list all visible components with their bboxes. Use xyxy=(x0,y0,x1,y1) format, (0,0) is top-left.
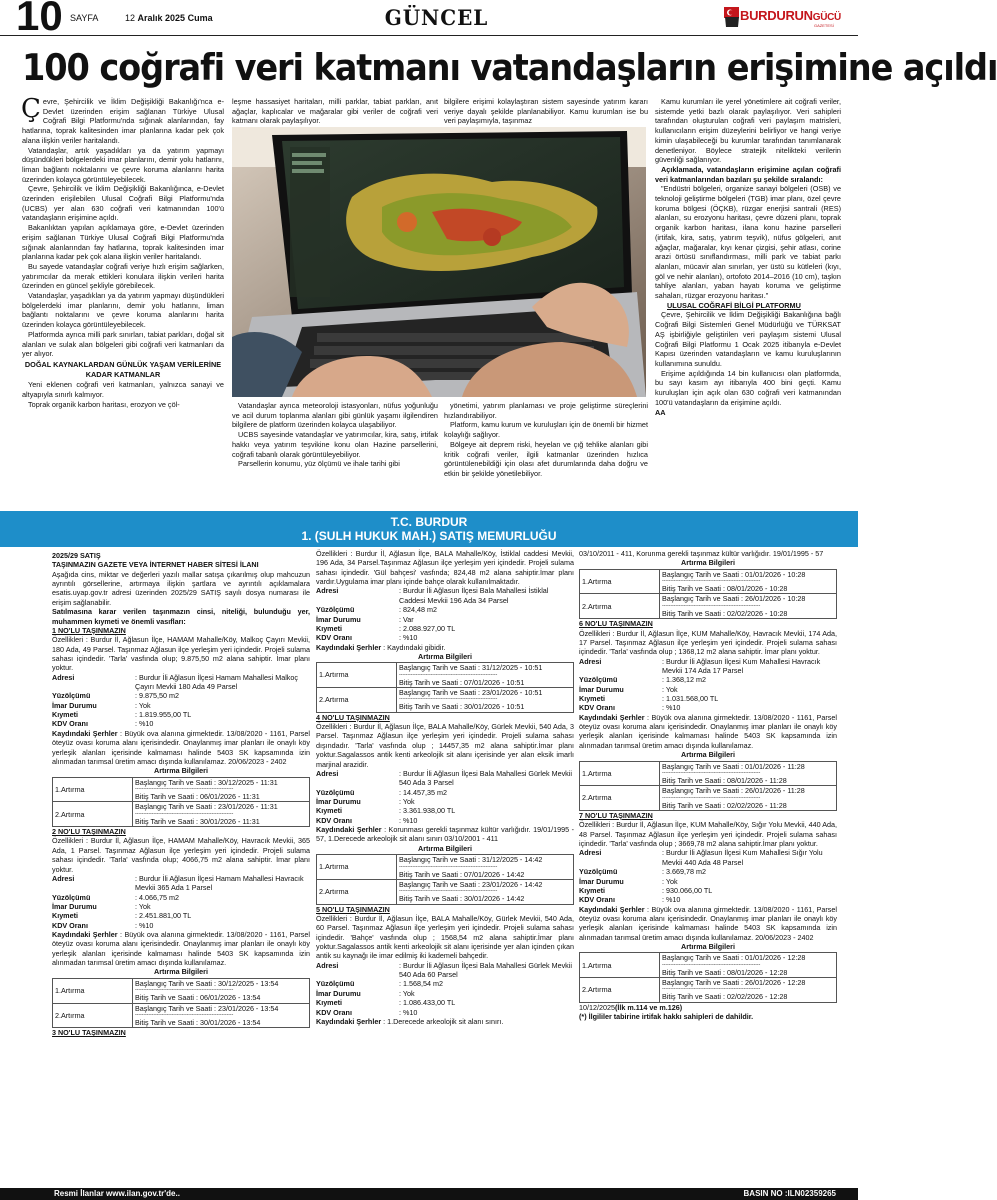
auction-table xyxy=(52,777,310,827)
field-value: : %10 xyxy=(399,633,418,643)
separator: ----------------------------------------------------------- xyxy=(399,696,498,703)
field-label: Yüzölçümü xyxy=(52,892,91,902)
auction-end: Bitiş Tarih ve Saati : 02/02/2026 - 11:28 xyxy=(662,800,787,810)
field-row xyxy=(52,719,310,728)
field-value: : Burdur İli Ağlasun İlçesi Kum Mahallesi Havracık Mevkii 174 Ada 17 Parsel xyxy=(662,656,821,675)
notice-title-1: T.C. BURDUR xyxy=(390,515,468,529)
auction-label: 1.Artırma xyxy=(580,569,660,594)
article-quote: "Endüstri bölgeleri, organize sanayi bölgeleri (OSB) ve teknoloji geliştirme bölgeleri (TGB) imar planı, özel çevre koruma bölgesi (ÖÇKB), rüzgar enerjisi santrali (RES) alanları, su erozyonu haritası, çevre düzeni planı, toprak organik karbon haritası, ilana konu hazine parselleri (irtifak, kira, satış, yatırım teşvik), nüfus gölgeleri, anıt ağaçlar, mağaralar, kıyı kenar çizgisi, şehir atlası, corine arazi örtüsü sınıflandırması, milli park ve tabiat parkı alanları, mücavir alan sınırları, yer üstü su kütleleri (kıyı, göl ve nehir alanları), ortofoto 2014–2016 (10 cm), taşkın tahliye alanları, yaban hayatı koruma ve geliştirme sahaları, rüzgar erozyonu haritası." xyxy=(655,184,841,301)
field-row xyxy=(316,615,574,624)
field-value: : Burdur İli Ağlasun İlçesi Bala Mahallesi Gürlek Mevkii 540 Ada 60 Parsel xyxy=(399,960,572,980)
article-para: Çevre, Şehircilik ve İklim Değişikliği Bakanlığına bağlı Coğrafi Bilgi Sistemleri Genel Müdürlüğü ve TÜRKSAT AŞ işbirliğiyle geliştirilen veri paylaşım sistemi Ulusal Coğrafi Bilgi Platformu 1 Ocak 2025 itibarıyla e-Devlet Kapısı üzerinden vatandaşların ve kamu kuruluşlarının kullanımına sunuldu. xyxy=(655,310,841,368)
notice-heading: TAŞINMAZIN GAZETE VEYA İNTERNET HABER SİTESİ İLANI xyxy=(52,560,259,570)
auction-label: 2.Artırma xyxy=(580,594,660,619)
separator: ----------------------------------------------------------- xyxy=(135,810,234,817)
field-label: İmar Durumu xyxy=(316,988,361,998)
field-value: : Yok xyxy=(399,796,415,806)
field-value: : %10 xyxy=(135,719,154,729)
field-value: : Burdur İli Ağlasun İlçesi Hamam Mahallesi Malkoç Çayırı Mevkii 180 Ada 49 Parsel xyxy=(135,672,298,692)
field-row xyxy=(52,691,310,700)
auction-table xyxy=(579,952,837,1002)
field-label: Yüzölçümü xyxy=(316,979,355,989)
field-value: : 1.Derecede arkeolojik sit alanı sınırı. xyxy=(383,1016,504,1026)
field-value: : Yok xyxy=(662,684,678,694)
field-label: Kaydındaki Şerhler xyxy=(52,930,118,940)
field-label: Kıymeti xyxy=(52,911,78,921)
field-value: : 930.066,00 TL xyxy=(662,885,713,895)
field-label: Yüzölçümü xyxy=(52,691,91,701)
article-column-2-top xyxy=(232,97,438,126)
footer-right: BASIN NO :ILN02359265 xyxy=(743,1189,836,1198)
field-value: : 3.669,78 m2 xyxy=(662,867,706,877)
auction-end: Bitiş Tarih ve Saati : 07/01/2026 - 14:42 xyxy=(399,869,525,879)
auction-end: Bitiş Tarih ve Saati : 06/01/2026 - 11:31 xyxy=(135,791,260,801)
notice-title-2: 1. (SULH HUKUK MAH.) SATIŞ MEMURLUĞU xyxy=(301,529,557,543)
auction-label: 1.Artırma xyxy=(580,953,660,978)
auction-table xyxy=(52,978,310,1028)
field-value: : %10 xyxy=(662,895,681,905)
auction-start: Başlangıç Tarih ve Saati : 31/12/2025 - 14:42 xyxy=(399,855,543,865)
field-value: : Kaydındaki gibidir. xyxy=(383,642,446,652)
separator: ----------------------------------------------------------- xyxy=(662,769,761,776)
auction-heading: Artırma Bilgileri xyxy=(681,942,735,952)
auction-table xyxy=(316,662,574,712)
field-row xyxy=(579,895,837,904)
item-features: Özellikleri : Burdur İl, Ağlasun İlçe, KUM Mahalle/Köy, Havracık Mevkii, 174 Ada, 17 Parsel. Taşınmaz Ağlasun ilçe yerleşim yeri içindedir. Projeli sulama sahası içindedir. 'Tarla' vasfında olup ; 1368,12 m2 alana sahiptir. İmar planı yoktur. xyxy=(579,628,837,657)
field-label: Kaydındaki Şerhler xyxy=(579,904,645,914)
flag-icon xyxy=(722,5,742,29)
item-features: Özellikleri : Burdur İl, Ağlasun İlçe, HAMAM Mahalle/Köy, Malkoç Çayırı Mevkii, 180 Ada, 49 Parsel. Taşınmaz Ağlasun ilçe yerleşim yeri içindedir. Projeli sulama sahası içindedir. 'Tarla' vasfında olup; 9.875,50 m2 alana sahiptir. İmar planı yoktur. xyxy=(52,635,310,673)
field-value: : 14.457,35 m2 xyxy=(399,787,447,797)
separator: ----------------------------------------------------------- xyxy=(135,785,234,792)
field-row xyxy=(579,694,837,703)
auction-heading: Artırma Bilgileri xyxy=(418,651,472,661)
field-value: : Büyük ova alanına girmektedir. 13/08/2020 - 1161, Parsel öteyüz ovası koruma alanı içerisindedir. Onaylanmış imar planları ile onaylı köy yerleşik alanları içerisinde kalmaması halinde 5403 SK kapsamında izin alınmadan tarımsal üretim amacı dışında kullanılamaz. xyxy=(52,930,310,968)
field-value: : %10 xyxy=(399,1007,418,1017)
field-row xyxy=(316,797,574,806)
auction-end: Bitiş Tarih ve Saati : 08/01/2026 - 12:28 xyxy=(662,967,788,977)
auction-label: 2.Artırma xyxy=(317,879,397,904)
field-row xyxy=(579,867,837,876)
field-value: : Büyük ova alanına girmektedir. 13/08/2020 - 1161, Parsel öteyüz ovası koruma alanı içerisindedir. Onaylanmış imar planları ile onaylı köy yerleşik alanları içerisinde kalmaması halinde 5403 SK kapsamında izin alınmadan tarımsal üretim amacı dışında kullanılamaz. 20/06/2023 - 2402 xyxy=(52,728,310,766)
field-label: Yüzölçümü xyxy=(316,605,355,615)
field-row xyxy=(52,921,310,930)
field-row xyxy=(579,848,837,867)
notice-column-3 xyxy=(579,549,837,1022)
field-row xyxy=(579,675,837,684)
field-value: : Burdur İli Ağlasun İlçesi Bala Mahallesi Gürlek Mevkii 540 Ada 3 Parsel xyxy=(399,768,572,788)
item-heading: 6 NO'LU TAŞINMAZIN xyxy=(579,619,653,629)
auction-label: 2.Artırma xyxy=(580,978,660,1003)
field-label: KDV Oranı xyxy=(316,633,352,643)
field-row xyxy=(316,788,574,797)
auction-row xyxy=(317,855,574,880)
auction-start: Başlangıç Tarih ve Saati : 23/01/2026 - 13:54 xyxy=(135,1003,279,1013)
auction-start: Başlangıç Tarih ve Saati : 23/01/2026 - 10:51 xyxy=(399,688,543,698)
auction-table xyxy=(579,569,837,619)
auction-row xyxy=(53,777,310,802)
field-row xyxy=(316,1008,574,1017)
field-value: : Yok xyxy=(135,901,151,911)
field-value: : 1.819.955,00 TL xyxy=(135,710,192,720)
field-label: Adresi xyxy=(316,960,339,970)
auction-label: 1.Artırma xyxy=(580,761,660,786)
field-row xyxy=(316,816,574,825)
field-label: İmar Durumu xyxy=(52,901,97,911)
separator: ----------------------------------------------------------- xyxy=(399,863,498,870)
field-label: İmar Durumu xyxy=(316,796,361,806)
notice-intro-2: Satılmasına karar verilen taşınmazın cinsi, niteliği, bulunduğu yer, muhammen kıymeti ve önemli vasıfları: xyxy=(52,607,310,626)
auction-end: Bitiş Tarih ve Saati : 02/02/2026 - 12:28 xyxy=(662,992,788,1002)
auction-row xyxy=(580,594,837,619)
article-para: Vatandaşlar ayrıca meteoroloji istasyonları, nüfus yoğunluğu ve acil durum toplanma alanları gibi günlük yaşamı ilgilendiren bilgilere de platform üzerinden kolayca ulaşabiliyor. xyxy=(232,401,438,430)
page-number: 10 xyxy=(16,0,63,39)
auction-end: Bitiş Tarih ve Saati : 30/01/2026 - 11:31 xyxy=(135,816,260,826)
auction-start: Başlangıç Tarih ve Saati : 01/01/2026 - 11:28 xyxy=(662,761,805,771)
notice-column-1 xyxy=(52,551,310,1038)
field-label: KDV Oranı xyxy=(52,719,88,729)
auction-row xyxy=(580,786,837,811)
article-para: Bu sayede vatandaşlar coğrafi veriye hızlı erişim sağlarken, yatırımcılar da merak ettikleri konulara ilişkin verileri harita üzerinden en güncel şekliyle görebilecek. xyxy=(22,261,224,291)
sign-line: 10/12/2025(İlk m.114 ve m.126) xyxy=(579,1002,683,1012)
item-annotations xyxy=(316,825,574,844)
field-value: : 2.451.881,00 TL xyxy=(135,911,192,921)
section-title: GÜNCEL xyxy=(384,5,489,30)
field-row xyxy=(579,685,837,694)
article-para: Yeni eklenen coğrafi veri katmanları, yalnızca sanayi ve altyapıyla sınırlı kalmıyor. xyxy=(22,380,224,400)
article-para: yönetimi, yatırım planlaması ve proje geliştirme süreçlerini hızlandırabiliyor. xyxy=(444,401,648,420)
separator: ----------------------------------------------------------- xyxy=(135,1011,234,1018)
field-value: : 1.086.433,00 TL xyxy=(399,998,456,1008)
field-label: İmar Durumu xyxy=(316,614,361,624)
auction-times xyxy=(660,569,837,594)
brand-sub: GAZETESİ xyxy=(814,23,834,28)
field-row xyxy=(579,877,837,886)
field-label: KDV Oranı xyxy=(316,815,352,825)
page-header xyxy=(0,0,858,39)
auction-end: Bitiş Tarih ve Saati : 30/01/2026 - 10:51 xyxy=(399,702,525,712)
item-annotations xyxy=(316,1017,574,1026)
auction-start: Başlangıç Tarih ve Saati : 30/12/2025 - 11:31 xyxy=(135,777,278,787)
article-para: Parsellerin konumu, yüz ölçümü ve ihale tarihi gibi xyxy=(238,459,400,469)
auction-label: 2.Artırma xyxy=(580,786,660,811)
field-row xyxy=(579,703,837,712)
article-column-2-bottom xyxy=(232,401,438,469)
field-value: : 1.031.568,00 TL xyxy=(662,694,719,704)
field-label: Kaydındaki Şerhler xyxy=(579,712,645,722)
auction-times xyxy=(397,855,574,880)
article-para: Açıklamada, vatandaşların erişimine açılan coğrafi veri katmanlarından bazıları şu şekilde sıralandı: xyxy=(655,164,841,184)
field-label: KDV Oranı xyxy=(579,703,615,713)
auction-heading: Artırma Bilgileri xyxy=(681,558,735,568)
auction-end: Bitiş Tarih ve Saati : 30/01/2026 - 13:54 xyxy=(135,1017,261,1027)
field-row xyxy=(316,806,574,815)
field-row xyxy=(316,961,574,980)
field-value: : Burdur İli Ağlasun İlçesi Bala Mahallesi İstiklal Caddesi Mevkii 196 Ada 34 Parsel xyxy=(399,586,549,605)
auction-label: 2.Artırma xyxy=(317,688,397,713)
field-row xyxy=(52,902,310,911)
separator: ----------------------------------------------------------- xyxy=(662,602,761,609)
article-para: Bakanlıktan yapılan açıklamaya göre, e-Devlet üzerinden erişim sağlanan Türkiye Ulusal Coğrafi Bilgi Platformu'nda sığınak alanlarından fay hatlarına, toprak kalitesinden imar planlarına kadar pek çok alana ilişkin veriler haritalandı. xyxy=(22,223,224,262)
separator: ----------------------------------------------------------- xyxy=(399,671,498,678)
field-label: Kaydındaki Şerhler xyxy=(52,728,118,738)
item-heading: 4 NO'LU TAŞINMAZIN xyxy=(316,712,390,722)
field-label: Kıymeti xyxy=(579,885,605,895)
separator: ----------------------------------------------------------- xyxy=(399,888,498,895)
field-row xyxy=(52,701,310,710)
field-row xyxy=(316,605,574,614)
article-para: leşme hassasiyet haritaları, milli parklar, tabiat parkları, anıt ağaçlar, kaplıcalar ve mağaralar gibi veriler de coğrafi veri katmanı olarak paylaşılıyor. xyxy=(232,97,438,126)
auction-end: Bitiş Tarih ve Saati : 08/01/2026 - 11:28 xyxy=(662,775,787,785)
field-label: İmar Durumu xyxy=(579,876,624,886)
separator: ----------------------------------------------------------- xyxy=(662,794,761,801)
field-label: Kıymeti xyxy=(52,710,78,720)
notice-banner xyxy=(0,511,858,547)
field-label: İmar Durumu xyxy=(579,684,624,694)
field-value: : Yok xyxy=(399,988,415,998)
auction-start: Başlangıç Tarih ve Saati : 26/01/2026 - 10:28 xyxy=(662,594,806,604)
field-row xyxy=(52,893,310,902)
article-para: Vatandaşlar, yaşadıkları ya da yatırım yapmayı düşündükleri bölgelerdeki imar planlarını, demir yolu hatlarını, liman bağlantı noktalarını ve çevre koruma alanlarını harita üzerinden kolayca görüntüleyebilecek. xyxy=(22,291,224,330)
auction-heading: Artırma Bilgileri xyxy=(418,843,472,853)
article-para: Platform, kamu kurum ve kuruluşları için de önemli bir hizmet kolaylığı sağlıyor. xyxy=(444,420,648,440)
item-annotations xyxy=(52,930,310,967)
auction-times xyxy=(660,978,837,1003)
article-column-4 xyxy=(655,97,841,417)
auction-end: Bitiş Tarih ve Saati : 07/01/2026 - 10:51 xyxy=(399,677,525,687)
field-row xyxy=(316,979,574,988)
field-row xyxy=(579,886,837,895)
auction-row xyxy=(580,761,837,786)
item-features: Özellikleri : Burdur İl, Ağlasun İlçe, BALA Mahalle/Köy, Gürlek Mevkii, 540 Ada, 60 Parsel. Taşınmaz Ağlasun ilçe yerleşim yeri içindedir. Projeli sulama sahası içindedir. 'Bahçe' vasfında olup ; 1568,54 m2 alana sahiptir.İmar planı yoktur.Sagalassos antik kenti arkeolojik sit alanı içerisinde yer alan içinden çıkan antik su kaynağı ile imar edilmiş iki kademeli bahçedir. xyxy=(316,913,574,961)
field-value: : Var xyxy=(399,614,414,624)
field-row xyxy=(316,769,574,788)
field-row xyxy=(316,998,574,1007)
article-column-1 xyxy=(21,94,224,511)
page-label: SAYFA xyxy=(70,13,99,23)
field-value: : %10 xyxy=(399,815,418,825)
notice-column-2 xyxy=(316,549,574,1026)
field-label: Kaydındaki Şerhler xyxy=(316,825,382,835)
field-row xyxy=(316,586,574,605)
auction-row xyxy=(317,663,574,688)
auction-table xyxy=(316,854,574,904)
auction-end: Bitiş Tarih ve Saati : 02/02/2026 - 10:28 xyxy=(662,608,788,618)
field-label: Adresi xyxy=(52,672,75,682)
field-label: Yüzölçümü xyxy=(579,867,618,877)
field-row xyxy=(579,657,837,676)
auction-row xyxy=(580,978,837,1003)
auction-start: Başlangıç Tarih ve Saati : 31/12/2025 - 10:51 xyxy=(399,663,543,673)
auction-label: 2.Artırma xyxy=(53,802,133,827)
auction-row xyxy=(53,1003,310,1028)
auction-heading: Artırma Bilgileri xyxy=(154,967,208,977)
footer-bar xyxy=(0,1188,858,1200)
field-label: KDV Oranı xyxy=(52,920,88,930)
auction-label: 1.Artırma xyxy=(317,663,397,688)
field-label: Adresi xyxy=(579,848,602,858)
field-value: : Yok xyxy=(662,876,678,886)
field-row xyxy=(52,673,310,692)
auction-times xyxy=(397,688,574,713)
article-para: Vatandaşlar, artık yaşadıkları ya da yatırım yapmayı düşündükleri bölgelerdeki imar planlarını, demir yolu hatlarını, liman bağlantı noktalarını ve çevre koruma alanlarını harita üzerinden kolayca görüntüleyebilecek. xyxy=(22,145,224,184)
field-label: Adresi xyxy=(579,656,602,666)
item-continuation: 03/10/2011 - 411, Korunma gerekli taşınmaz kültür varlığıdır. 19/01/1995 - 57 xyxy=(579,549,824,558)
field-label: Yüzölçümü xyxy=(316,787,355,797)
auction-heading: Artırma Bilgileri xyxy=(154,766,208,776)
field-row xyxy=(316,989,574,998)
item-features: Özellikleri : Burdur İl, Ağlasun İlçe, BALA Mahalle/Köy, Gürlek Mevkii, 540 Ada, 3 Parsel. Taşınmaz Ağlasun ilçe yerleşim yeri içindedir. Projeli sulama sahası dışındadır. 'Tarla' vasfında olup ; 14457,35 m2 alana sahiptir.İmar planı yoktur.Sagalassos antik kenti arkeolojik sit alanı içerisinde yer alan eksik imarlı marjinal arazidir. xyxy=(316,722,574,769)
field-value: : Büyük ova alanına girmektedir. 13/08/2020 - 1161, Parsel öteyüz ovası koruma alanı içerisindedir. Onaylanmış imar planları ile onaylı köy yerleşik alanları içerisinde kalmaması halinde 5403 SK kapsamında izin alınmadan tarımsal üretim amacı dışında kullanılamaz. xyxy=(579,712,837,750)
auction-times xyxy=(660,761,837,786)
brand-name: BURDURUNGÜCÜ xyxy=(740,8,841,23)
field-row xyxy=(52,911,310,920)
article-para: Kamu kurumları ile yerel yönetimlere ait coğrafi veriler, sistemde yetki bazlı olarak paylaşılıyor. Veri sahipleri tarafından oluşturulan coğrafi veri paylaşım matrisleri, kullanıcıların erişim düzeylerini belirliyor ve hangi veriye kimin ulaşabileceği bu kurumlar tarafından tanımlanarak denetleniyor. Böylece stratejik nitelikteki verilerin güvenliği sağlanıyor. xyxy=(655,97,841,165)
auction-start: Başlangıç Tarih ve Saati : 30/12/2025 - 13:54 xyxy=(135,978,279,988)
field-value: : 1.368,12 m2 xyxy=(662,675,706,685)
field-value: : Burdur İli Ağlasun İlçesi Kum Mahallesi Sığır Yolu Mevkii 440 Ada 48 Parsel xyxy=(662,848,823,867)
headline: 100 coğrafi veri katmanı vatandaşların erişimine açıldı xyxy=(22,46,997,89)
notice-intro: Aşağıda cins, miktar ve değerleri yazılı mallar satışa çıkarılmış olup mahcuzun ayrıntılı görsellerine, artırmaya ilişkin şartlara ve ayrıntılı açıklamalara esatis.uyap.gov.tr adresi üzerinden 2025/29 SATIŞ sayılı dosya numarası ile erişim sağlanabilir. xyxy=(52,569,310,607)
auction-start: Başlangıç Tarih ve Saati : 01/01/2026 - 12:28 xyxy=(662,953,806,963)
auction-row xyxy=(53,978,310,1003)
field-label: Yüzölçümü xyxy=(579,675,618,685)
field-label: Kıymeti xyxy=(316,623,342,633)
drop-cap: Ç xyxy=(21,94,41,124)
field-value: : Büyük ova alanına girmektedir. 13/08/2020 - 1161, Parsel öteyüz ovası koruma alanı içerisindedir. Onaylanmış imar planları ile onaylı köy yerleşik alanları içerisinde kalmaması halinde 5403 SK kapsamında izin alınmadan tarımsal üretim amacı dışında kullanılamaz. 20/06/2023 - 2402 xyxy=(579,904,837,942)
field-value: : Yok xyxy=(135,700,151,710)
separator: ----------------------------------------------------------- xyxy=(662,986,761,993)
field-label: İmar Durumu xyxy=(52,700,97,710)
item-heading: 7 NO'LU TAŞINMAZIN xyxy=(579,810,653,820)
auction-heading: Artırma Bilgileri xyxy=(681,750,735,760)
notice-ref: 2025/29 SATIŞ xyxy=(52,551,101,560)
field-row xyxy=(316,633,574,642)
item-annotations xyxy=(52,729,310,766)
field-value: : 1.568,54 m2 xyxy=(399,979,443,989)
field-label: Adresi xyxy=(316,586,339,596)
auction-start: Başlangıç Tarih ve Saati : 23/01/2026 - 14:42 xyxy=(399,879,543,889)
field-value: : Korunması gerekli taşınmaz kültür varlığıdır. 19/01/1995 - 57, 1.Derecede arkeolojik sit alanı sınırı 03/10/2001 - 411 xyxy=(316,825,574,844)
field-value: : 4.066,75 m2 xyxy=(135,892,179,902)
article-para: Platformda ayrıca milli park sınırları, tabiat parkları, doğal sit alanları ve sulak alan bölgeleri gibi coğrafi veri katmanları da yer alıyor. xyxy=(22,329,224,359)
article-para: Bölgeye ait deprem riski, heyelan ve çığ tehlike alanları gibi kritik coğrafi veriler, ilgili katmanlar üzerinden hızlıca görüntülenebildiği için olası afet durumlarında daha doğru ve etkin bir şekilde yönetilebiliyor. xyxy=(444,439,648,478)
field-label: Kaydındaki Şerhler xyxy=(316,1016,382,1026)
field-label: Adresi xyxy=(52,873,75,883)
field-row xyxy=(316,624,574,633)
article-para: Çevre, Şehircilik ve İklim Değişikliği Bakanlığınca, e-Devlet üzerinden erişilebilen Ulusal Coğrafi Bilgi Platformu'nda (UCBS) yer alan 630 coğrafi veri katmanından 100'ü vatandaşların erişimine açıldı. xyxy=(22,184,224,223)
field-label: Kıymeti xyxy=(316,998,342,1008)
article-para: Toprak organik karbon haritası, erozyon ve çöl- xyxy=(28,399,180,409)
auction-times xyxy=(133,1003,310,1028)
auction-times xyxy=(397,879,574,904)
laptop-map-photo xyxy=(232,127,646,397)
field-label: Kıymeti xyxy=(579,694,605,704)
auction-label: 1.Artırma xyxy=(53,777,133,802)
issue-date: 12 Aralık 2025 Cuma xyxy=(125,13,213,23)
auction-end: Bitiş Tarih ve Saati : 08/01/2026 - 10:28 xyxy=(662,584,788,594)
agency: AA xyxy=(655,407,666,417)
field-value: : 9.875,50 m2 xyxy=(135,691,179,701)
article-para: Erişime açıldığında 14 bin kullanıcısı olan platformda, bu sayı kasım ayı itibarıyla 400 bini geçti. Kamu kuruluşları için açık olan 630 coğrafi veri katmanından 100'ü vatandaşların da erişimine açıldı. xyxy=(655,368,841,407)
article-para: UCBS sayesinde vatandaşlar ve yatırımcılar, kira, satış, irtifak hakkı veya yatırım teşvikine konu olan Hazine parsellerini, coğrafi tabanlı olarak görüntüleyebiliyor. xyxy=(232,430,438,459)
auction-row xyxy=(317,879,574,904)
auction-label: 2.Artırma xyxy=(53,1003,133,1028)
item-features: Özellikleri : Burdur İl, Ağlasun İlçe, HAMAM Mahalle/Köy, Havracık Mevkii, 365 Ada, 1 Parsel. Taşınmaz Ağlasun ilçe yerleşim yeri içindedir. Projeli sulama sahası içindedir. 'Tarla' vasfında olup; 4066,75 m2 alana sahiptir. İmar planı yoktur. xyxy=(52,836,310,874)
footer-left: Resmi İlanlar www.ilan.gov.tr'de.. xyxy=(54,1189,180,1198)
article-photo xyxy=(232,127,646,397)
field-value: : 3.361.938,00 TL xyxy=(399,806,456,816)
field-label: KDV Oranı xyxy=(579,895,615,905)
auction-start: Başlangıç Tarih ve Saati : 01/01/2026 - 10:28 xyxy=(662,569,806,579)
field-label: KDV Oranı xyxy=(316,1007,352,1017)
article-para: Çevre, Şehircilik ve İklim Değişikliği Bakanlığı'nca e-Devlet üzerinden erişim sağlanan Türkiye Ulusal Coğrafi Bilgi Platformu'nda sığınak alanlarından, fay hatlarına, toprak kalitesinden imar planlarına kadar pek çok alana ilişkin veriler haritalandı. xyxy=(21,94,224,145)
auction-end: Bitiş Tarih ve Saati : 06/01/2026 - 13:54 xyxy=(135,993,261,1003)
separator: ----------------------------------------------------------- xyxy=(662,961,761,968)
item-annotations xyxy=(579,713,837,750)
field-label: Adresi xyxy=(316,768,339,778)
item-annotations xyxy=(579,905,837,942)
field-row xyxy=(52,874,310,893)
auction-row xyxy=(53,802,310,827)
auction-label: 1.Artırma xyxy=(317,855,397,880)
separator: ----------------------------------------------------------- xyxy=(662,578,761,585)
sign-note: (*) İlgililer tabirine irtifak hakkı sahipleri de dahildir. xyxy=(579,1012,754,1022)
item-heading: 3 NO'LU TAŞINMAZIN xyxy=(52,1028,126,1038)
auction-times xyxy=(660,786,837,811)
auction-times xyxy=(397,663,574,688)
newspaper-logo xyxy=(722,5,850,31)
auction-row xyxy=(317,688,574,713)
field-label: Kaydındaki Şerhler xyxy=(316,642,382,652)
item-heading: 1 NO'LU TAŞINMAZIN xyxy=(52,625,126,635)
auction-times xyxy=(660,594,837,619)
subheading: ULUSAL COĞRAFİ BİLGİ PLATFORMU xyxy=(667,300,801,310)
auction-row xyxy=(580,953,837,978)
separator: ----------------------------------------------------------- xyxy=(135,987,234,994)
auction-times xyxy=(133,978,310,1003)
field-value: : %10 xyxy=(662,703,681,713)
article-column-3-top xyxy=(444,97,648,126)
auction-row xyxy=(580,569,837,594)
auction-start: Başlangıç Tarih ve Saati : 23/01/2026 - 11:31 xyxy=(135,802,278,812)
auction-start: Başlangıç Tarih ve Saati : 26/01/2026 - 12:28 xyxy=(662,978,806,988)
item-heading: 5 NO'LU TAŞINMAZIN xyxy=(316,904,390,914)
field-row xyxy=(52,710,310,719)
field-value: : 2.088.927,00 TL xyxy=(399,623,456,633)
field-value: : %10 xyxy=(135,920,154,930)
field-value: : 824,48 m2 xyxy=(399,605,437,615)
field-label: Kıymeti xyxy=(316,806,342,816)
auction-end: Bitiş Tarih ve Saati : 30/01/2026 - 14:42 xyxy=(399,894,525,904)
subheading: DOĞAL KAYNAKLARDAN GÜNLÜK YAŞAM VERİLERİNE KADAR KATMANLAR xyxy=(24,359,222,379)
article-column-3-bottom xyxy=(444,401,648,479)
item-annotations xyxy=(316,643,574,652)
item-features: Özellikleri : Burdur İl, Ağlasun İlçe, KUM Mahalle/Köy, Sığır Yolu Mevkii, 440 Ada, 48 Parsel. Taşınmaz Ağlasun ilçe yerleşim yeri içindedir. Projeli sulama sahası içindedir. 'Tarla' vasfında olup ; 3669,78 m2 alana sahiptir.İmar planı yoktur. xyxy=(579,820,837,849)
auction-table xyxy=(579,761,837,811)
auction-label: 1.Artırma xyxy=(53,978,133,1003)
field-value: : Burdur İli Ağlasun İlçesi Hamam Mahallesi Havracık Mevkii 365 Ada 1 Parsel xyxy=(135,873,304,893)
auction-times xyxy=(133,802,310,827)
auction-start: Başlangıç Tarih ve Saati : 26/01/2026 - 11:28 xyxy=(662,786,805,796)
auction-times xyxy=(660,953,837,978)
article-para: bilgilere erişimi kolaylaştıran sistem sayesinde yatırım kararı veriye dayalı şekilde planlanabiliyor. Kamu kurumları ise bu veri paylaşımıyla, taşınmaz xyxy=(444,97,648,126)
auction-times xyxy=(133,777,310,802)
item-features: Özellikleri : Burdur İl, Ağlasun İlçe, BALA Mahalle/Köy, İstiklal caddesi Mevkii, 196 Ada, 34 Parsel.Taşınmaz Ağlasun ilçe yerleşim yeri içindedir. Projeli sulama sahası içindedir. 'Gül bahçesi' vasfında; 824,48 m2 alana sahiptir.İmar planı vardır.Uygulama imar planı içinde bahçe olarak kullanılmaktadır. xyxy=(316,549,574,587)
item-heading: 2 NO'LU TAŞINMAZIN xyxy=(52,827,126,837)
